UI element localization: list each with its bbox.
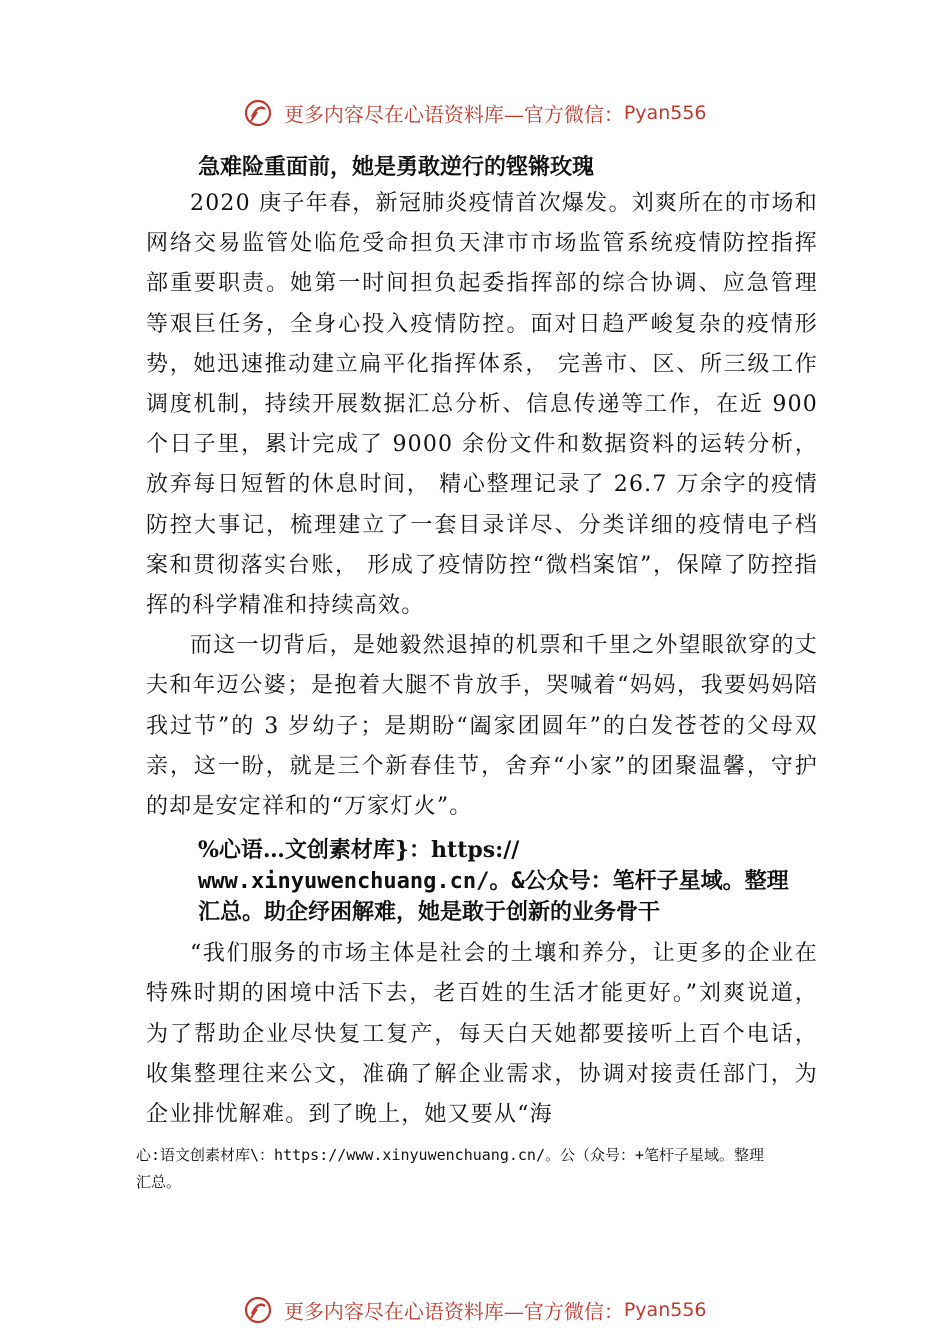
section-heading-1: 急难险重面前，她是勇敢逆行的铿锵玫瑰 bbox=[198, 154, 595, 180]
footnote-line-1: 心:语文创素材库\：https://www.xinyuwenchuang.cn/。公（众号：+笔杆子星域。整理 bbox=[136, 1146, 765, 1164]
footer-banner-handle: Pyan556 bbox=[623, 1299, 707, 1321]
paragraph-1: 2020 庚子年春，新冠肺炎疫情首次爆发。刘爽所在的市场和网络交易监管处临危受命担负天津市市场监管系统疫情防控指挥部重要职责。她第一时间担负起委指挥部的综合协调、应急管理等艰巨任务，全身心投入疫情防控。面对日趋严峻复杂的疫情形势，她迅速推动建立扁平化指挥体系， 完善市、区、所三级工作调度机制，持续开展数据汇总分析、信息传递等工作，在近 900 个日子里，累计完成了 9000 余份文件和数据资料的运转分析，放弃每日短暂的休息时间， 精心整理记录了 26.7 万余字的疫情防控大事记，梳理建立了一套目录详尽、分类详细的疫情电子档案和贯彻落实台账， 形成了疫情防控“微档案馆”，保障了防控指挥的科学精准和持续高效。 bbox=[146, 191, 818, 619]
banner-text: 更多内容尽在心语资料库—官方微信： bbox=[283, 102, 624, 127]
footer-banner bbox=[0, 1295, 950, 1325]
document-body bbox=[146, 150, 818, 1135]
xinyu-logo-icon bbox=[243, 98, 273, 128]
watermark-link-line-1: %心语…文创素材库}：https:// bbox=[198, 837, 520, 864]
section-heading-2: 汇总。助企纾困解难，她是敢于创新的业务骨干 bbox=[198, 899, 661, 926]
footer-banner-text: 更多内容尽在心语资料库—官方微信： bbox=[283, 1299, 624, 1324]
footnote bbox=[136, 1142, 826, 1196]
watermark-link-block bbox=[146, 835, 818, 928]
watermark-link-line-2: www.xinyuwenchuang.cn/。&公众号：笔杆子星域。整理 bbox=[198, 869, 789, 895]
xinyu-logo-icon bbox=[243, 1295, 273, 1325]
paragraph-2: 而这一切背后，是她毅然退掉的机票和千里之外望眼欲穿的丈夫和年迈公婆；是抱着大腿不肯放手，哭喊着“妈妈，我要妈妈陪我过节”的 3 岁幼子；是期盼“阖家团圆年”的白发苍苍的父母双亲，这一盼，就是三个新春佳节，舍弃“小家”的团聚温馨，守护的却是安定祥和的“万家灯火”。 bbox=[146, 633, 818, 820]
header-banner bbox=[0, 98, 950, 128]
banner-handle: Pyan556 bbox=[623, 102, 707, 124]
paragraph-3: “我们服务的市场主体是社会的土壤和养分，让更多的企业在特殊时期的困境中活下去，老百姓的生活才能更好。”刘爽说道，为了帮助企业尽快复工复产，每天白天她都要接听上百个电话，收集整理往来公文，准确了解企业需求，协调对接责任部门，为企业排忧解难。到了晚上，她又要从“海 bbox=[146, 941, 818, 1128]
footnote-line-2: 汇总。 bbox=[136, 1173, 182, 1191]
